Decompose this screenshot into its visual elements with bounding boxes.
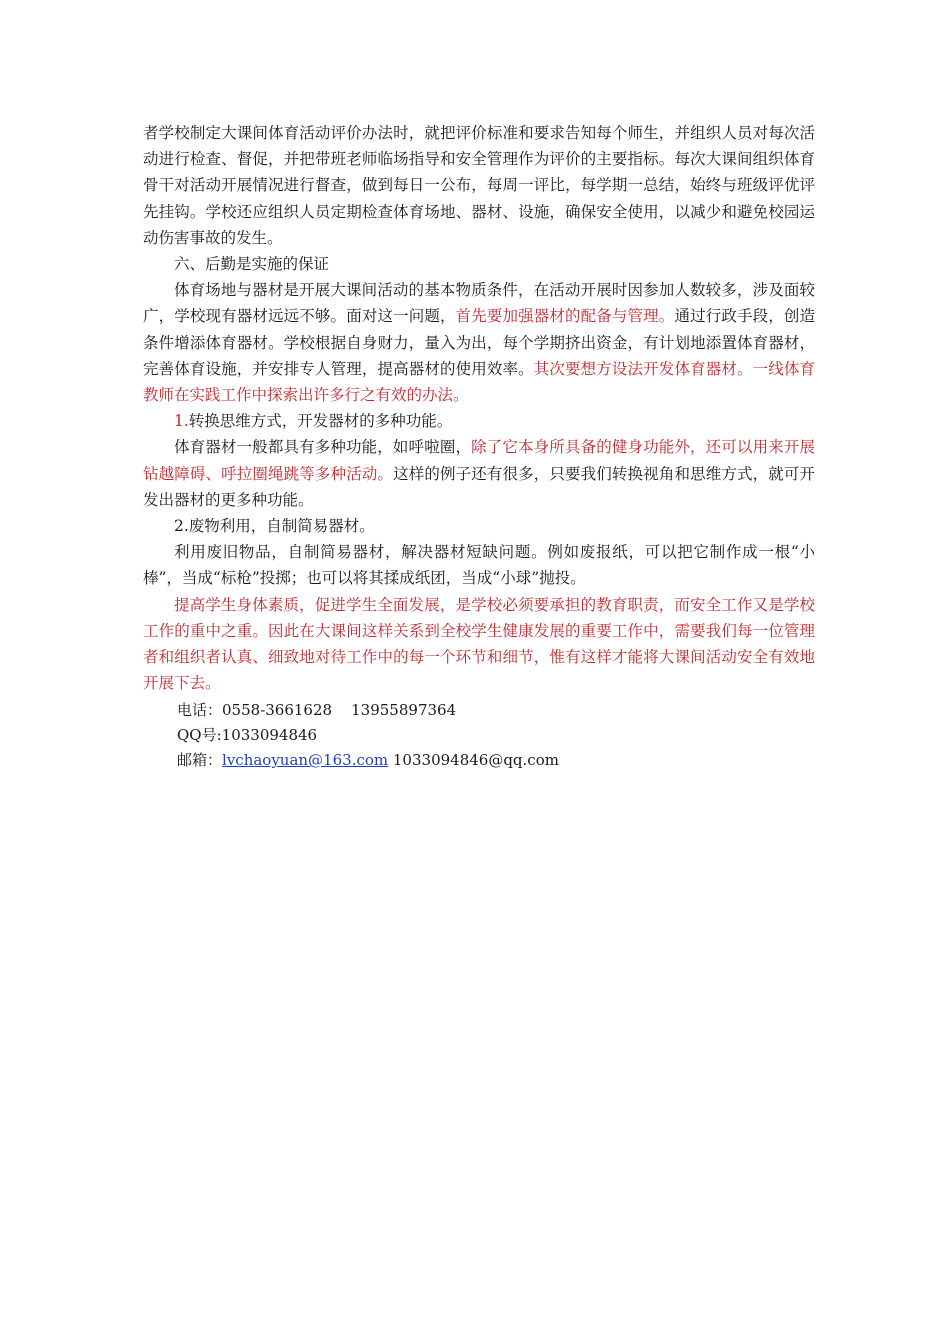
- section-heading-logistics: 六、后勤是实施的保证: [174, 255, 330, 274]
- paragraph-hula-hoop-text-1: 体育器材一般都具有多种功能，如呼啦圈，: [174, 438, 472, 457]
- contact-block: [177, 698, 559, 773]
- paragraph-equipment-text-1: 体育场地与器材是开展大课间活动的基本物质条件，在活动开展时因参加人数较多，涉及面较广，学校现有器材远远不够。面对这一问题，: [143, 281, 815, 326]
- paragraph-hula-hoop: [143, 434, 815, 513]
- contact-qq: [177, 723, 559, 748]
- highlight-multi-function: 除了它本身所具备的健身功能外，还可以用来开展钻越障碍、呼拉圈绳跳等多种活动。: [143, 438, 815, 483]
- email-other: 1033094846@qq.com: [388, 751, 559, 769]
- list-item-1-number: 1.: [174, 412, 189, 431]
- email-link[interactable]: lvchaoyuan@163.com: [222, 751, 389, 769]
- paragraph-hula-hoop-text-2: 这样的例子还有很多，只要我们转换视角和思维方式，就可开发出器材的更多种功能。: [143, 464, 815, 509]
- body-text: [143, 120, 815, 696]
- paragraph-equipment: [143, 277, 815, 408]
- phone-value: 0558-3661628 13955897364: [222, 701, 457, 719]
- email-label: 邮箱：: [177, 751, 223, 769]
- contact-email: [177, 748, 559, 773]
- qq-value: 1033094846: [221, 726, 318, 744]
- paragraph-equipment-text-2: 通过行政手段，创造条件增添体育器材。学校根据自身财力，量入为出，每个学期挤出资金，有计划地添置体育器材，完善体育设施，并安排专人管理，提高器材的使用效率。: [143, 307, 815, 378]
- highlight-equipment-management: 首先要加强器材的配备与管理。: [455, 307, 675, 326]
- contact-phone: [177, 698, 559, 723]
- list-item-1: [143, 408, 815, 434]
- list-item-1-text: 转换思维方式，开发器材的多种功能。: [188, 412, 453, 431]
- paragraph-evaluation: 者学校制定大课间体育活动评价办法时，就把评价标准和要求告知每个师生，并组织人员对每次活动进行检查、督促，并把带班老师临场指导和安全管理作为评价的主要指标。每次大课间组织体育骨干对活动开展情况进行督查，做到每日一公布，每周一评比，每学期一总结，始终与班级评优评先挂钩。学校还应组织人员定期检查体育场地、器材、设施，确保安全使用，以减少和避免校园运动伤害事故的发生。: [143, 124, 815, 247]
- list-item-2: 2.废物利用，自制简易器材。: [174, 517, 375, 536]
- phone-label: 电话：: [177, 701, 223, 719]
- highlight-develop-equipment: 其次要想方设法开发体育器材。一线体育教师在实践工作中探索出许多行之有效的办法。: [143, 359, 815, 405]
- paragraph-recycle: 利用废旧物品，自制简易器材，解决器材短缺问题。例如废报纸，可以把它制作成一根“小棒”，当成“标枪”投掷；也可以将其揉成纸团，当成“小球”抛投。: [143, 543, 815, 588]
- paragraph-conclusion: 提高学生身体素质，促进学生全面发展，是学校必须要承担的教育职责，而安全工作又是学校工作的重中之重。因此在大课间这样关系到全校学生健康发展的重要工作中，需要我们每一位管理者和组织者认真、细致地对待工作中的每一个环节和细节，惟有这样才能将大课间活动安全有效地开展下去。: [143, 595, 815, 693]
- qq-label: QQ号:: [177, 726, 222, 744]
